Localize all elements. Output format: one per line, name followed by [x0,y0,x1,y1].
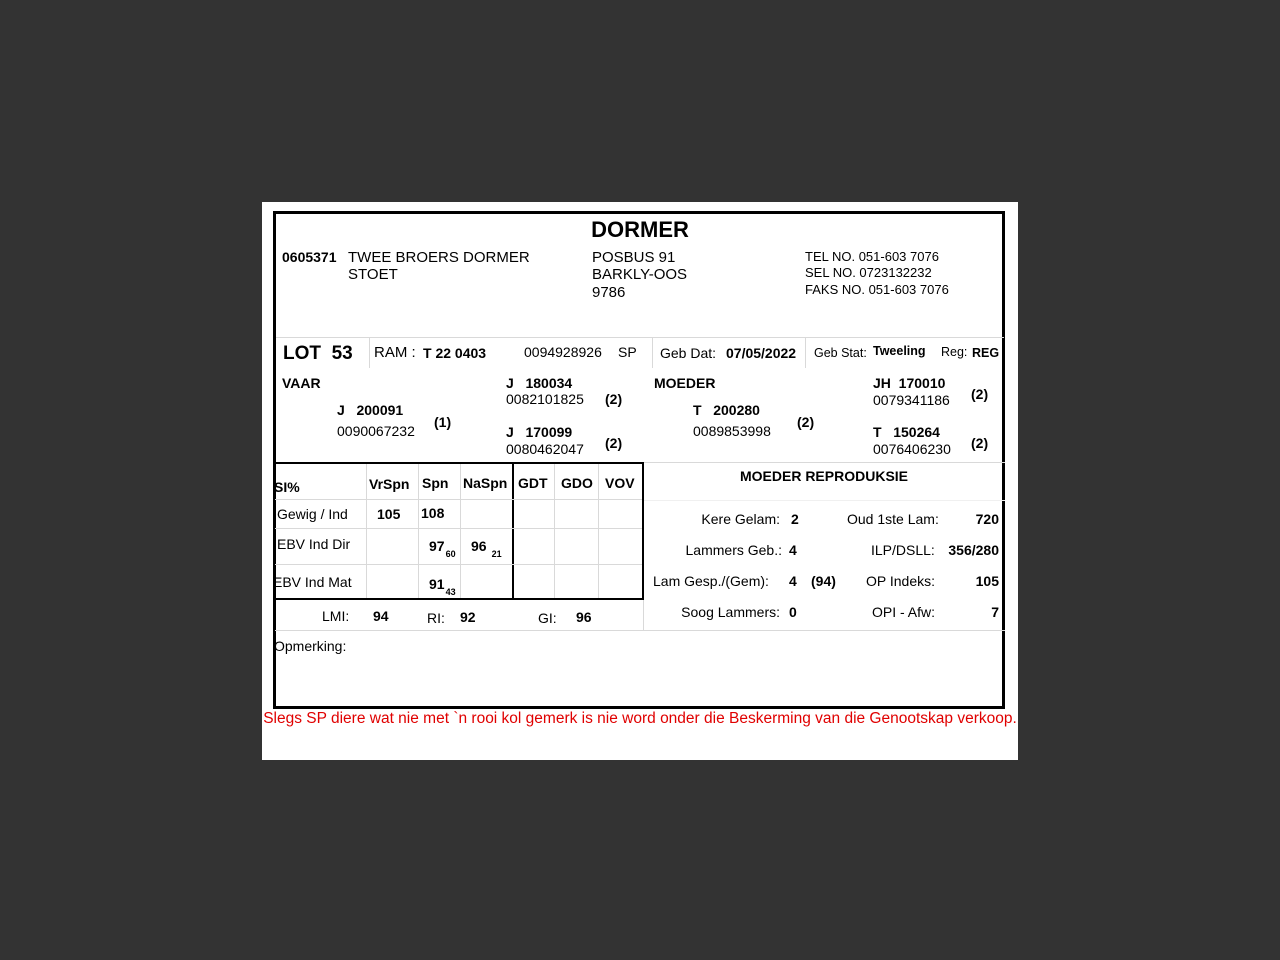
ri-label: RI: [427,610,445,626]
lammers-geb-value: 4 [789,542,797,558]
vaar-label: VAAR [282,375,321,391]
vaar-sire-code: (2) [605,391,623,407]
reg-label: Reg: [941,345,968,359]
kere-gelam-value: 2 [791,511,799,527]
sel-number: SEL NO. 0723132232 [805,265,932,280]
gewig-spn: 108 [421,505,445,521]
moeder-dam-id: T 150264 [873,424,940,440]
ebv-dir-spn: $97_{60}$ [429,538,456,559]
remarks-field [362,638,992,698]
ilp-dsll-value: 356/280 [948,542,999,558]
ram-label: RAM : [374,344,416,361]
lam-gesp-label: Lam Gesp./(Gem): [653,573,769,589]
ebv-mat-spn: $91_{43}$ [429,576,456,597]
lmi-label: LMI: [322,608,350,624]
gi-value: 96 [576,609,592,625]
ebv-mat-spn-accuracy: 43 [445,587,456,597]
vaar-id: J 200091 [337,402,404,418]
vaar-dam-code: (2) [605,435,623,451]
op-indeks-label: OP Indeks: [866,573,936,589]
ilp-dsll-label: ILP/DSLL: [871,542,935,558]
address-line2: BARKLY-OOS [592,266,688,283]
vaar-number: 0090067232 [337,423,415,439]
vaar-sire-number: 0082101825 [506,391,584,407]
ebv-dir-spn-accuracy: 60 [445,549,456,559]
opi-afw-label: OPI - Afw: [872,604,936,620]
vrspn-header: VrSpn [369,476,410,492]
opi-afw-value: 7 [991,604,999,620]
moeder-label: MOEDER [654,375,716,391]
op-indeks-value: 105 [975,573,999,589]
moeder-id: T 200280 [693,402,760,418]
vov-header: VOV [605,475,635,491]
lam-gesp-value: 4 [789,573,797,589]
soog-lammers-value: 0 [789,604,797,620]
row-label-gewig: Gewig / Ind [277,506,348,522]
vaar-code: (1) [434,414,452,430]
breeder-number: 0605371 [282,249,337,265]
faks-number: FAKS NO. 051-603 7076 [805,282,949,297]
naspn-header: NaSpn [463,475,508,491]
ram-reg-number: 0094928926 [524,344,602,360]
birth-status-label: Geb Stat: [814,346,867,360]
spn-header: Spn [422,475,449,491]
gi-label: GI: [538,610,557,626]
moeder-code: (2) [797,414,815,430]
birth-date-label: Geb Dat: [660,345,717,361]
row-label-ebv-dir: EBV Ind Dir [277,536,351,552]
lot-number: 53 [331,343,353,364]
lam-gem-value: (94) [811,573,836,589]
lot-label: LOT 53 [283,343,353,364]
gewig-vrspn: 105 [377,506,401,522]
vaar-sire-id: J 180034 [506,375,573,391]
gdo-header: GDO [561,475,593,491]
breed-title: DORMER [591,217,689,242]
ram-id: T 22 0403 [423,345,487,361]
lammers-geb-label: Lammers Geb.: [685,542,782,558]
moeder-sire-code: (2) [971,386,989,402]
breeder-name-line2: STOET [348,266,398,283]
reproduction-title: MOEDER REPRODUKSIE [739,468,909,484]
breeder-name-line1: TWEE BROERS DORMER [348,249,530,266]
vaar-dam-number: 0080462047 [506,441,584,457]
ri-value: 92 [460,609,476,625]
lot-catalogue-card [262,202,1018,760]
moeder-sire-id: JH 170010 [873,375,946,391]
si-header: SI% [274,479,300,495]
moeder-dam-code: (2) [971,435,989,451]
moeder-number: 0089853998 [693,423,771,439]
birth-date: 07/05/2022 [726,345,797,361]
reg-status: REG [972,346,1000,360]
kere-gelam-label: Kere Gelam: [701,511,780,527]
birth-status: Tweeling [873,344,926,358]
sp-marker: SP [618,344,637,360]
moeder-sire-number: 0079341186 [873,392,950,408]
sp-warning-notice: Slegs SP diere wat nie met `n rooi kol gemerk is nie word onder die Beskerming van die Genootskap verkoop. [263,710,1017,727]
gdt-header: GDT [518,475,548,491]
oud-1ste-lam-value: 720 [975,511,999,527]
ebv-dir-naspn-accuracy: 21 [491,549,502,559]
tel-number: TEL NO. 051-603 7076 [805,249,939,264]
moeder-dam-number: 0076406230 [873,441,951,457]
lmi-value: 94 [373,608,389,624]
row-label-ebv-mat: EBV Ind Mat [273,574,352,590]
ebv-dir-naspn: 96 $_{21}$ [471,538,502,559]
vaar-dam-id: J 170099 [506,424,573,440]
address-line1: POSBUS 91 [592,249,676,266]
oud-1ste-lam-label: Oud 1ste Lam: [847,511,939,527]
remarks-label: Opmerking: [274,638,347,654]
address-line3: 9786 [592,284,626,301]
soog-lammers-label: Soog Lammers: [681,604,780,620]
